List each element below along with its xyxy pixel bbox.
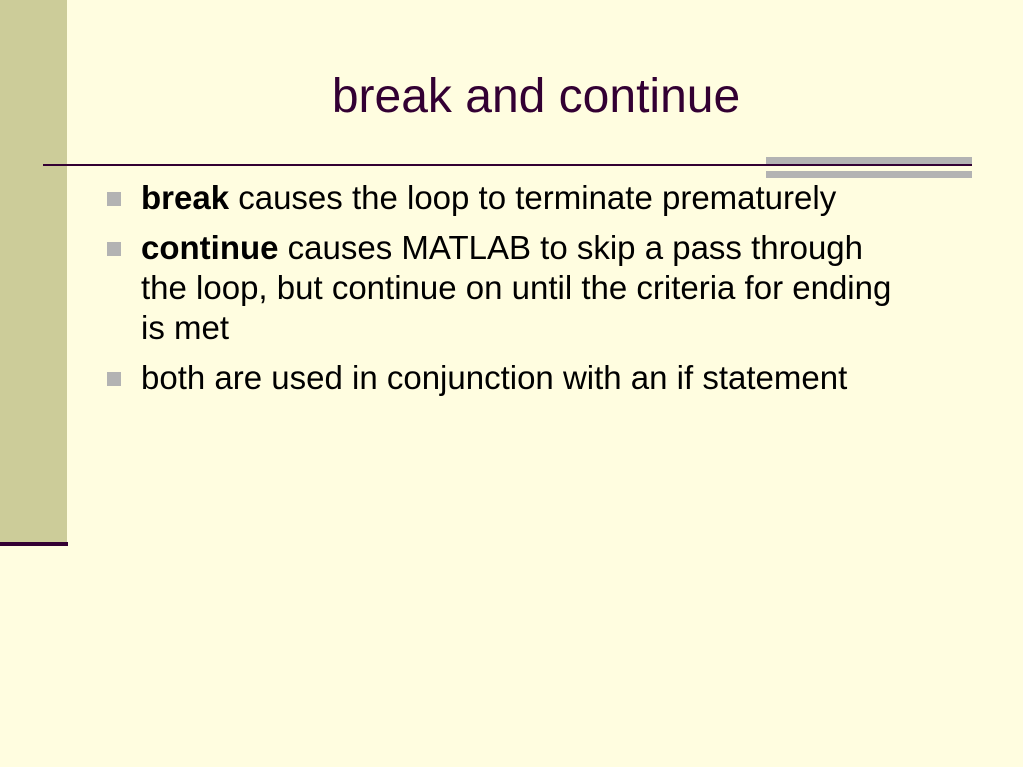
square-bullet-icon bbox=[107, 192, 121, 206]
slide-title: break and continue bbox=[331, 70, 741, 123]
bullet-text: causes the loop to terminate prematurely bbox=[229, 179, 837, 216]
square-bullet-icon bbox=[107, 372, 121, 386]
bullet-keyword: continue bbox=[141, 229, 279, 266]
bullet-item-both bbox=[104, 358, 904, 398]
title-divider bbox=[43, 164, 972, 166]
bullet-text: both are used in conjunction with an if statement bbox=[141, 359, 848, 396]
bullet-item-continue bbox=[104, 228, 904, 348]
bullet-text: causes MATLAB to skip a pass through the loop, but continue on until the criteria for ending is met bbox=[141, 229, 892, 346]
accent-bar-top bbox=[766, 157, 972, 164]
accent-bar-bottom bbox=[766, 171, 972, 178]
left-decorative-band bbox=[0, 0, 67, 543]
left-band-rule bbox=[0, 542, 68, 546]
square-bullet-icon bbox=[107, 242, 121, 256]
bullet-list bbox=[104, 178, 904, 408]
bullet-keyword: break bbox=[141, 179, 230, 216]
bullet-item-break bbox=[104, 178, 904, 218]
